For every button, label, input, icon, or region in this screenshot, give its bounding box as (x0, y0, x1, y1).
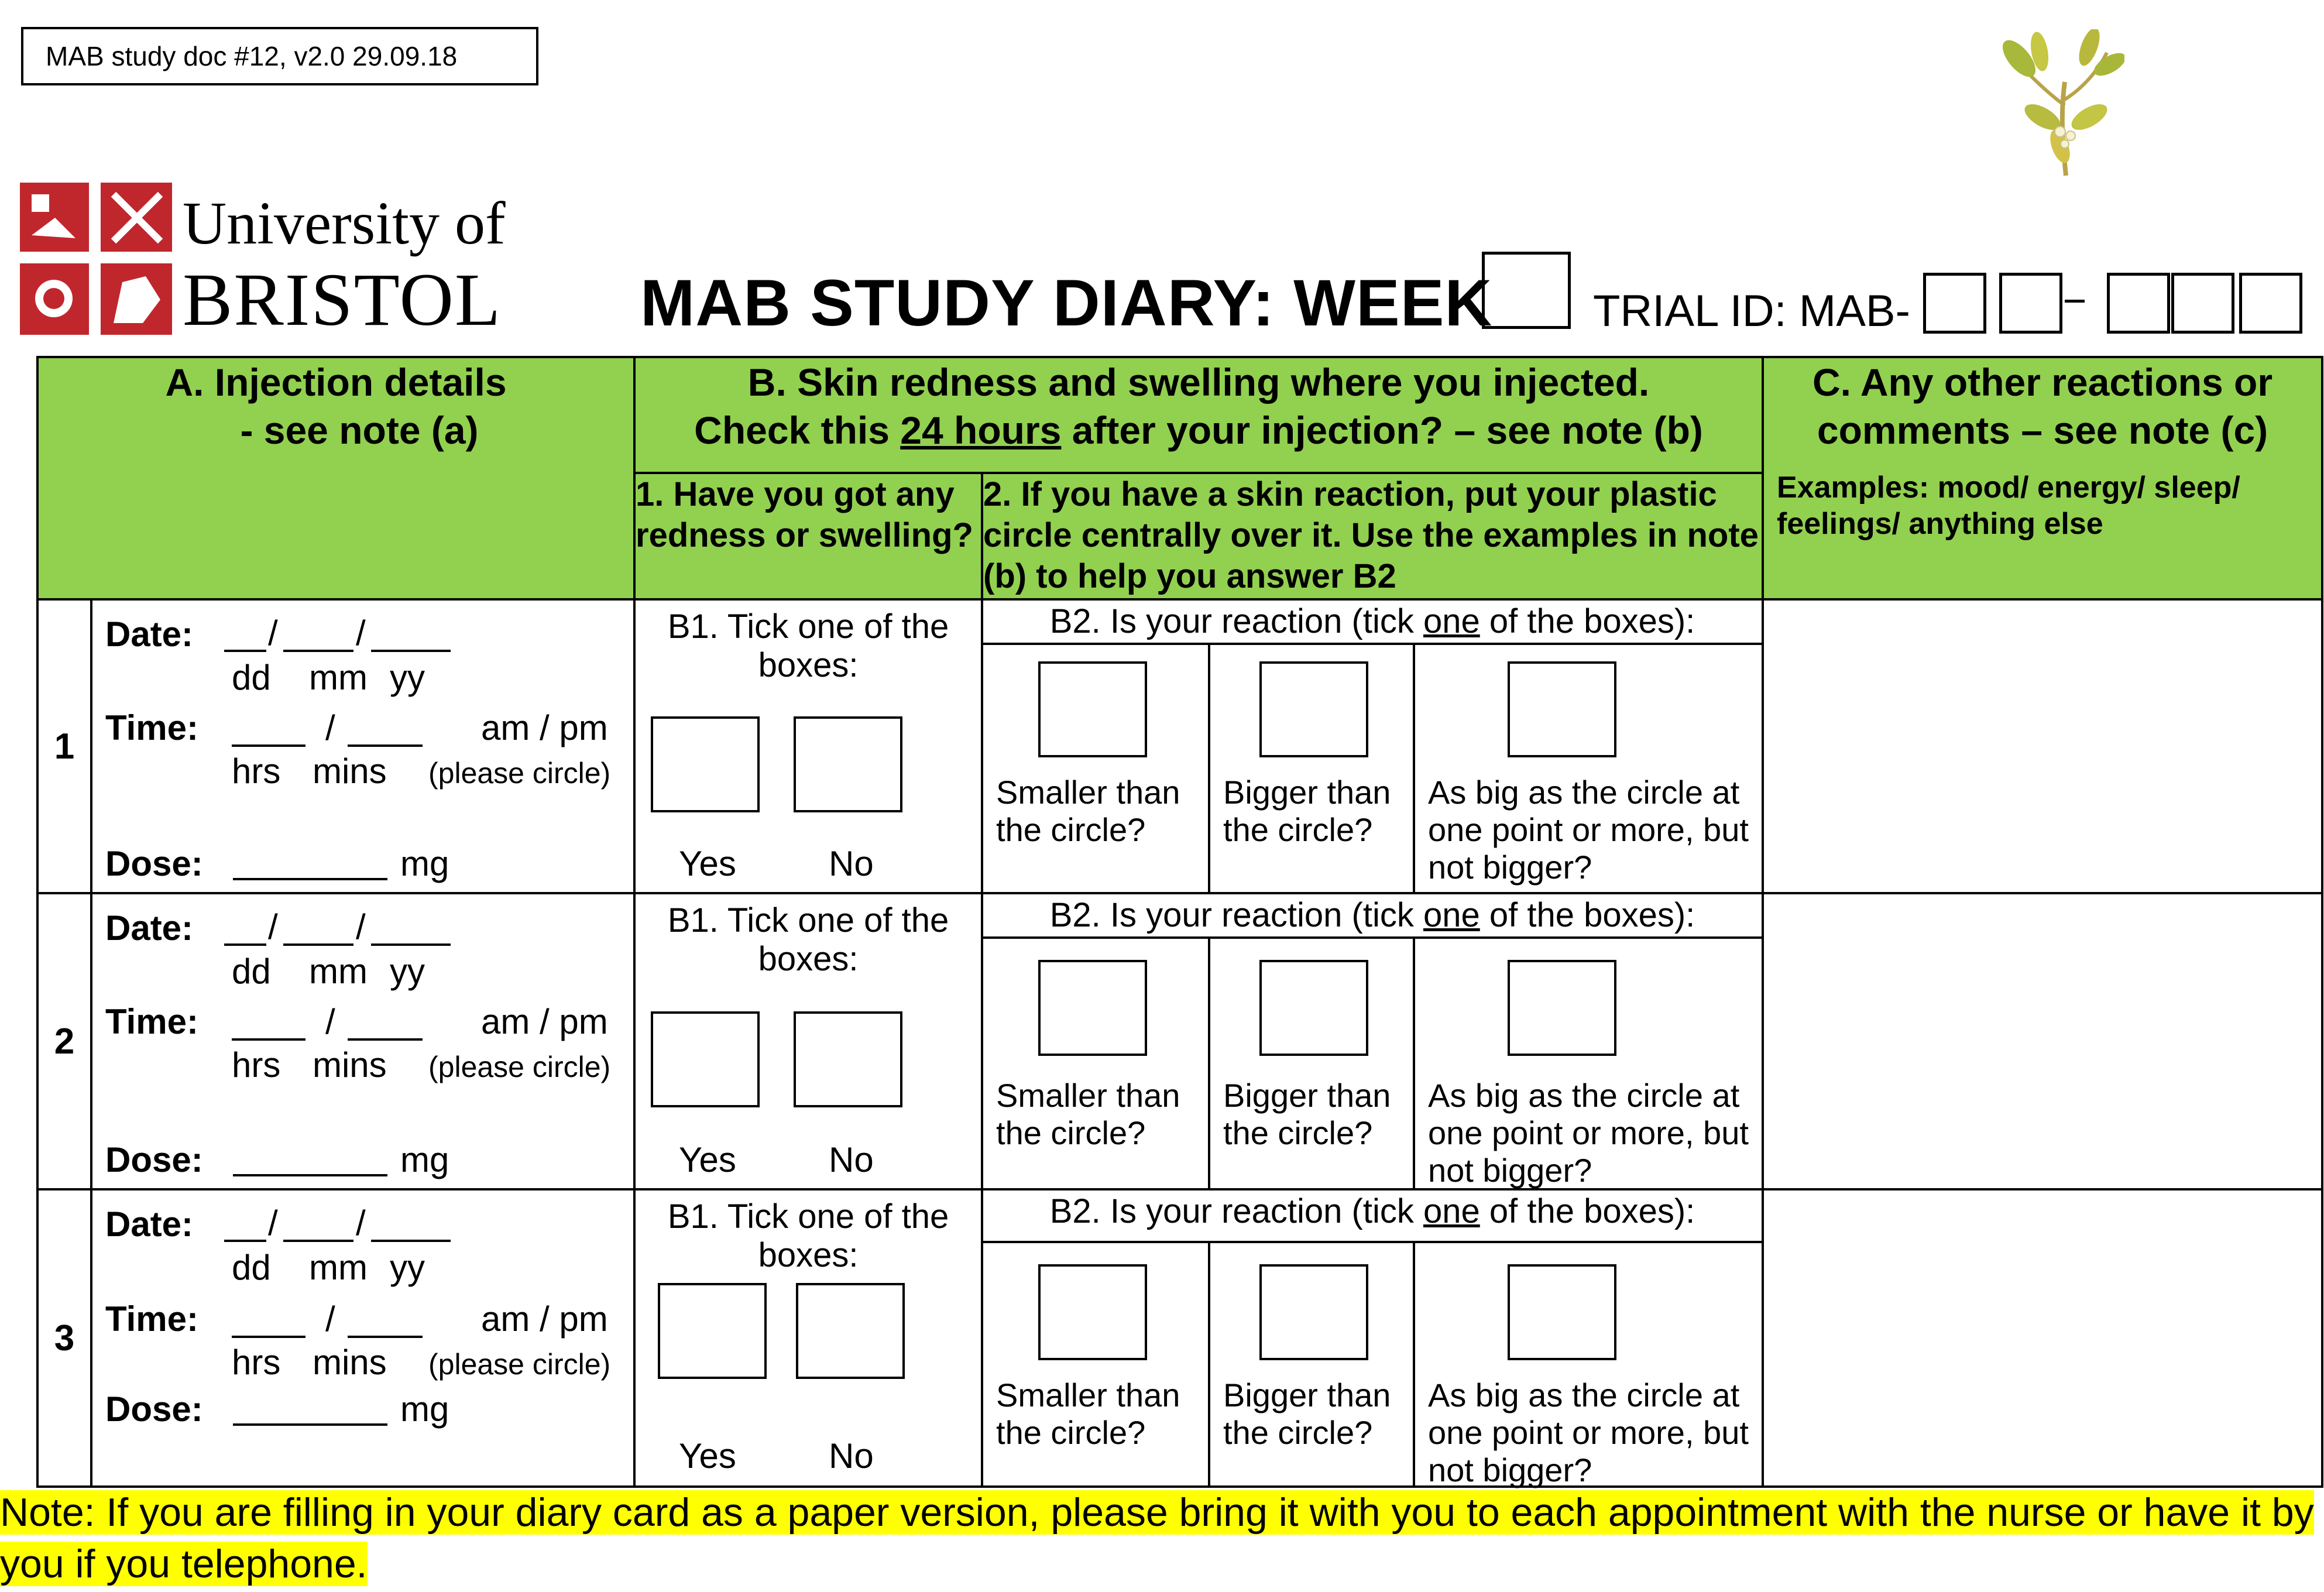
b2-title (983, 601, 1762, 643)
paper-version-note (0, 1487, 2324, 1590)
bigger-tick-box[interactable] (1259, 960, 1368, 1056)
smaller-tick-box[interactable] (1038, 960, 1147, 1056)
trial-id-box-4[interactable] (2171, 273, 2234, 334)
smaller-label: Smaller than the circle? (996, 1377, 1180, 1451)
note-text: Note: If you are filling in your diary card as a paper version, please bring it with you to each appointment with the nurse or have it by you if you telephone. (0, 1490, 2314, 1586)
mg-label: mg (400, 1140, 449, 1179)
comments-cell-3[interactable] (1763, 1189, 2322, 1487)
column-b-header-post: after your injection? – see note (b) (1061, 409, 1703, 452)
b2-title-pre: B2. Is your reaction (tick (1049, 602, 1423, 640)
yy-label: yy (390, 658, 425, 697)
am-pm-label[interactable]: am / pm (481, 1002, 608, 1041)
b2-cell-3 (982, 1189, 1763, 1487)
date-slash: / (268, 613, 278, 653)
yy-label: yy (390, 952, 425, 991)
as-big-tick-box[interactable] (1508, 661, 1616, 757)
mm-label: mm (309, 952, 368, 991)
yes-label: Yes (679, 1436, 736, 1476)
am-pm-label[interactable]: am / pm (481, 1299, 608, 1339)
b2-options (983, 936, 1762, 1188)
time-label: Time: (105, 708, 198, 747)
option-smaller (983, 644, 1209, 892)
smaller-tick-box[interactable] (1038, 1264, 1147, 1360)
mins-label: mins (313, 752, 387, 791)
mins-label: mins (313, 1045, 387, 1085)
date-slash: / (356, 1203, 366, 1243)
b1-cell-2 (634, 893, 982, 1189)
b2-title-pre: B2. Is your reaction (tick (1049, 896, 1423, 934)
column-b-header-24-hours: 24 hours (900, 409, 1062, 452)
column-c-examples: Examples: mood/ energy/ sleep/ feelings/ anything else (1777, 471, 2240, 541)
dd-label: dd (232, 658, 271, 697)
b2-title-one: one (1423, 602, 1480, 640)
bigger-label: Bigger than the circle? (1223, 1377, 1391, 1451)
as-big-label: As big as the circle at one point or more, but not bigger? (1428, 1377, 1749, 1488)
as-big-tick-box[interactable] (1508, 960, 1616, 1056)
b1-cell-1 (634, 599, 982, 893)
hrs-label: hrs (232, 752, 281, 791)
no-tick-box[interactable] (794, 716, 902, 812)
time-label: Time: (105, 1299, 198, 1339)
b2-title-post: of the boxes): (1479, 602, 1695, 640)
column-c-header (1763, 357, 2322, 599)
trial-id-box-2[interactable] (1999, 273, 2062, 334)
option-bigger (1209, 644, 1414, 892)
date-label: Date: (105, 1205, 194, 1244)
column-c-header-line1: C. Any other reactions or (1812, 361, 2273, 404)
column-b-header-pre: Check this (694, 409, 901, 452)
smaller-label: Smaller than the circle? (996, 1077, 1180, 1151)
as-big-label: As big as the circle at one point or more, but not bigger? (1428, 1077, 1749, 1189)
mm-label: mm (309, 1248, 368, 1287)
document-reference: MAB study doc #12, v2.0 29.09.18 (21, 27, 538, 85)
no-label: No (829, 1436, 874, 1476)
b1-cell-3 (634, 1189, 982, 1487)
time-slash: / (325, 1299, 335, 1339)
option-smaller (983, 1242, 1209, 1485)
date-label: Date: (105, 615, 194, 654)
column-b-header-line2 (636, 406, 1762, 454)
yes-tick-box[interactable] (651, 1011, 760, 1107)
b2-subheader: 2. If you have a skin reaction, put your plastic circle centrally over it. Use the examples in note (b) to help you answer B2 (982, 473, 1763, 599)
bigger-label: Bigger than the circle? (1223, 774, 1391, 848)
diary-title: MAB STUDY DIARY: WEEK (640, 266, 1493, 339)
mm-label: mm (309, 658, 368, 697)
b1-subheader: 1. Have you got any redness or swelling? (634, 473, 982, 599)
column-c-header-line2: comments – see note (c) (1817, 409, 2268, 452)
week-number-box[interactable] (1482, 252, 1571, 329)
bigger-label: Bigger than the circle? (1223, 1077, 1391, 1151)
b2-cell-2 (982, 893, 1763, 1189)
university-crest-icon (20, 183, 172, 335)
trial-id-box-1[interactable] (1923, 273, 1986, 334)
dd-label: dd (232, 952, 271, 991)
trial-id-box-3[interactable] (2107, 273, 2170, 334)
injection-details-2 (91, 893, 634, 1189)
row-number-1: 1 (37, 599, 91, 893)
date-slash: / (356, 613, 366, 653)
b2-title-one: one (1423, 896, 1480, 934)
no-label: No (829, 844, 874, 883)
no-tick-box[interactable] (796, 1283, 905, 1379)
option-as-big (1414, 1242, 1762, 1488)
b2-title (983, 1190, 1762, 1241)
row-number-2: 2 (37, 893, 91, 1189)
please-circle-label: (please circle) (428, 1348, 611, 1381)
hrs-label: hrs (232, 1343, 281, 1382)
b2-cell-1 (982, 599, 1763, 893)
b2-options (983, 643, 1762, 892)
bigger-tick-box[interactable] (1259, 661, 1368, 757)
yes-tick-box[interactable] (658, 1283, 767, 1379)
dose-label: Dose: (105, 1389, 203, 1429)
b2-title-post: of the boxes): (1479, 896, 1695, 934)
yes-label: Yes (679, 844, 736, 883)
date-label: Date: (105, 908, 194, 948)
time-label: Time: (105, 1002, 198, 1041)
comments-cell-1[interactable] (1763, 599, 2322, 893)
time-slash: / (325, 708, 335, 747)
mins-label: mins (313, 1343, 387, 1382)
mg-label: mg (400, 844, 449, 883)
column-a-header-line2: - see note (a) (240, 409, 479, 452)
date-slash: / (268, 907, 278, 946)
diary-table (36, 356, 2323, 1488)
mistletoe-sprig-image (1996, 29, 2124, 181)
option-as-big (1414, 938, 1762, 1188)
as-big-label: As big as the circle at one point or more, but not bigger? (1428, 774, 1749, 886)
injection-details-1 (91, 599, 634, 893)
option-as-big (1414, 644, 1762, 892)
column-a-header (37, 357, 634, 599)
diary-row-2 (37, 893, 2322, 1189)
no-label: No (829, 1140, 874, 1179)
no-tick-box[interactable] (794, 1011, 902, 1107)
b2-title-post: of the boxes): (1479, 1192, 1695, 1230)
option-smaller (983, 938, 1209, 1188)
smaller-label: Smaller than the circle? (996, 774, 1180, 848)
column-b-header (634, 357, 1763, 473)
b2-options (983, 1241, 1762, 1488)
b2-title-one: one (1423, 1192, 1480, 1230)
am-pm-label[interactable]: am / pm (481, 708, 608, 747)
time-slash: / (325, 1002, 335, 1041)
university-name-line2: BRISTOL (183, 258, 502, 341)
dd-label: dd (232, 1248, 271, 1287)
mg-label: mg (400, 1389, 449, 1429)
date-slash: / (356, 907, 366, 946)
as-big-tick-box[interactable] (1508, 1264, 1616, 1360)
yes-tick-box[interactable] (651, 716, 760, 812)
b1-title: B1. Tick one of the boxes: (667, 901, 949, 978)
please-circle-label: (please circle) (428, 757, 611, 790)
comments-cell-2[interactable] (1763, 893, 2322, 1189)
bigger-tick-box[interactable] (1259, 1264, 1368, 1360)
column-b-header-line1: B. Skin redness and swelling where you injected. (747, 361, 1650, 404)
yes-label: Yes (679, 1140, 736, 1179)
b1-title: B1. Tick one of the boxes: (667, 608, 949, 684)
trial-id-label: TRIAL ID: MAB- (1593, 286, 1910, 336)
dose-label: Dose: (105, 844, 203, 883)
yy-label: yy (390, 1248, 425, 1287)
b2-title-pre: B2. Is your reaction (tick (1049, 1192, 1423, 1230)
dose-label: Dose: (105, 1140, 203, 1179)
b1-title: B1. Tick one of the boxes: (667, 1198, 949, 1274)
hrs-label: hrs (232, 1045, 281, 1085)
column-a-header-line1: A. Injection details (165, 361, 507, 404)
date-slash: / (268, 1203, 278, 1243)
diary-row-3 (37, 1189, 2322, 1487)
diary-row-1 (37, 599, 2322, 893)
trial-id-box-5[interactable] (2239, 273, 2302, 334)
trial-id-dash (2065, 300, 2085, 303)
please-circle-label: (please circle) (428, 1051, 611, 1083)
option-bigger (1209, 938, 1414, 1188)
b2-title (983, 894, 1762, 936)
smaller-tick-box[interactable] (1038, 661, 1147, 757)
university-name-line1: University of (183, 190, 506, 257)
injection-details-3 (91, 1189, 634, 1487)
row-number-3: 3 (37, 1189, 91, 1487)
option-bigger (1209, 1242, 1414, 1485)
